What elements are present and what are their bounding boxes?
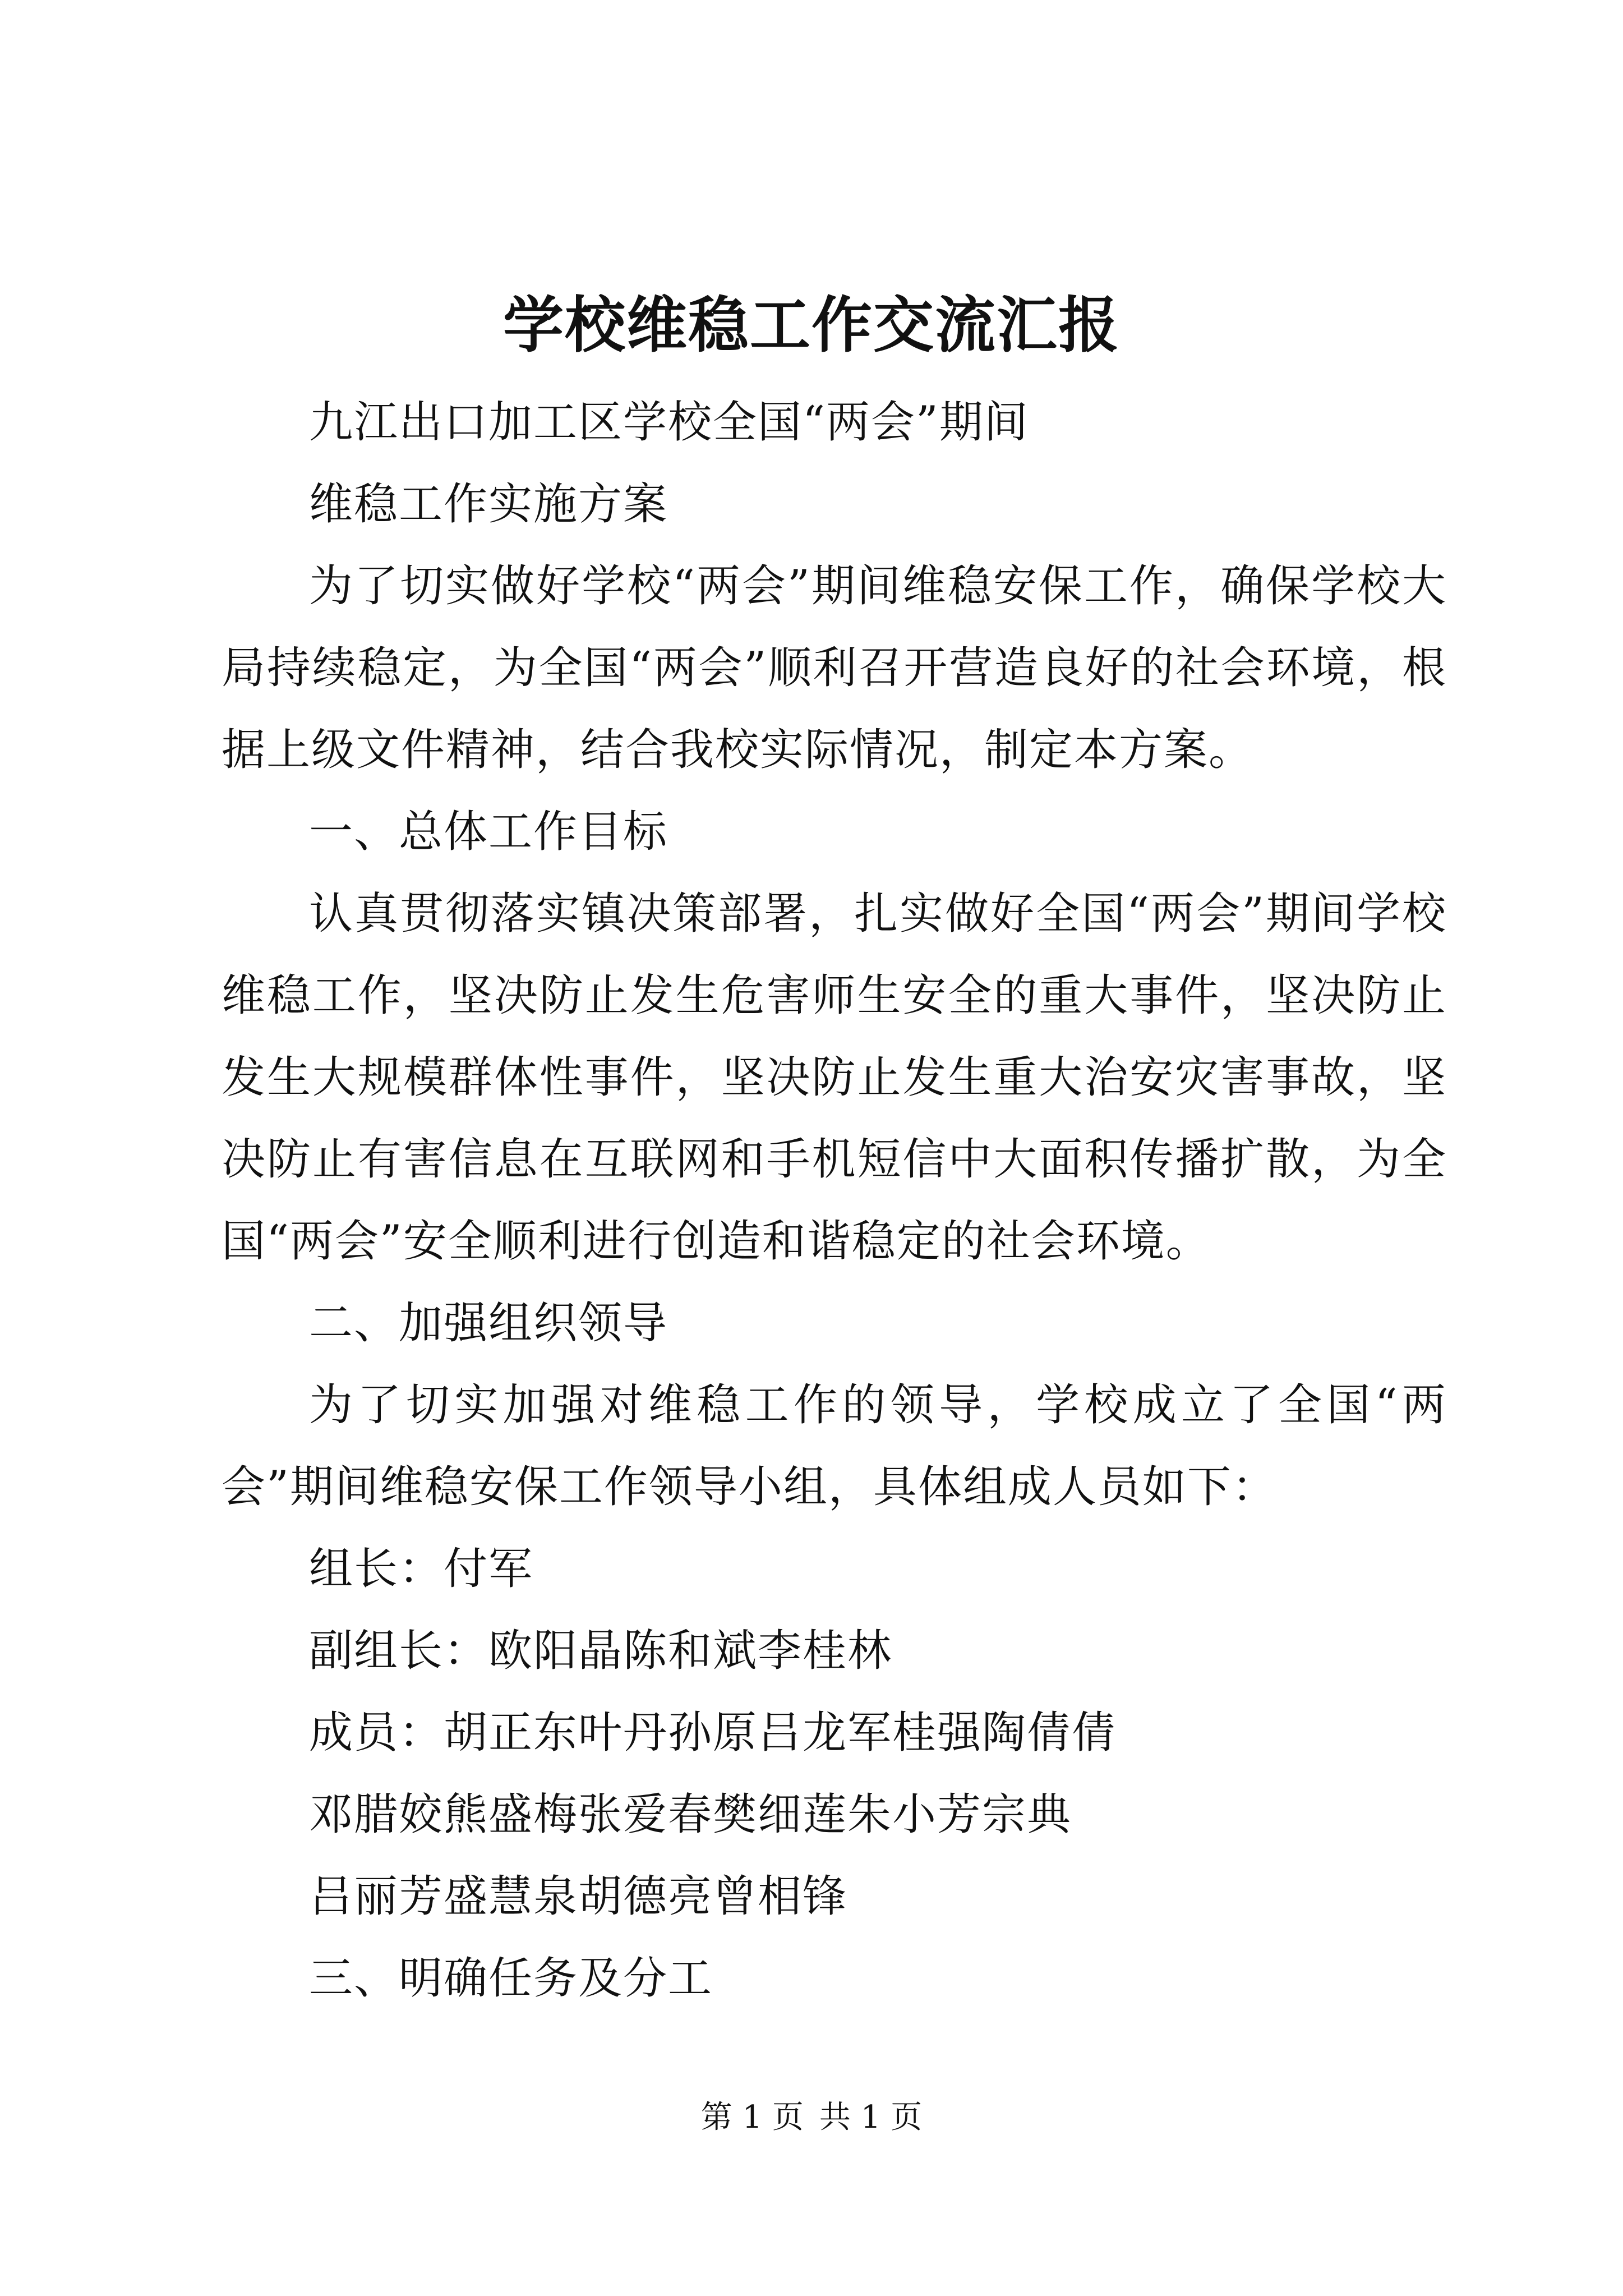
section-heading-3: 三、明确任务及分工 — [309, 1953, 713, 2004]
page-total: 共 1 页 — [819, 2099, 923, 2136]
section-heading-1: 一、总体工作目标 — [309, 807, 668, 857]
paragraph-subtitle-line2: 维稳工作实施方案 — [309, 479, 668, 530]
document-body — [222, 381, 1447, 2019]
members-line-1: 成员：胡正东叶丹孙原吕龙军桂强陶倩倩 — [309, 1708, 1117, 1758]
page-footer — [0, 2095, 1623, 2140]
members-line-2: 邓腊姣熊盛梅张爱春樊细莲朱小芳宗典 — [309, 1789, 1072, 1840]
section-heading-2: 二、加强组织领导 — [309, 1298, 668, 1349]
paragraph-intro: 为了切实做好学校“两会”期间维稳安保工作，确保学校大局持续稳定，为全国“两会”顺利召开营造良好的社会环境，根据上级文件精神，结合我校实际情况，制定本方案。 — [222, 561, 1447, 775]
document-title: 学校维稳工作交流汇报 — [502, 290, 1120, 361]
paragraph-goals: 认真贯彻落实镇决策部署，扎实做好全国“两会”期间学校维稳工作，坚决防止发生危害师生安全的重大事件，坚决防止发生大规模群体性事件，坚决防止发生重大治安灾害事故，坚决防止有害信息在互联网和手机短信中大面积传播扩散，为全国“两会”安全顺利进行创造和谐稳定的社会环境。 — [222, 889, 1447, 1267]
paragraph-subtitle-line1: 九江出口加工区学校全国“两会”期间 — [309, 397, 1029, 448]
page-number: 第 1 页 — [700, 2099, 804, 2136]
leader-line: 组长：付军 — [309, 1544, 534, 1594]
members-line-3: 吕丽芳盛慧泉胡德亮曾相锋 — [309, 1871, 848, 1922]
deputy-leader-line: 副组长：欧阳晶陈和斌李桂林 — [309, 1626, 893, 1676]
paragraph-leadership: 为了切实加强对维稳工作的领导，学校成立了全国“两会”期间维稳安保工作领导小组，具体组成人员如下： — [222, 1380, 1447, 1512]
